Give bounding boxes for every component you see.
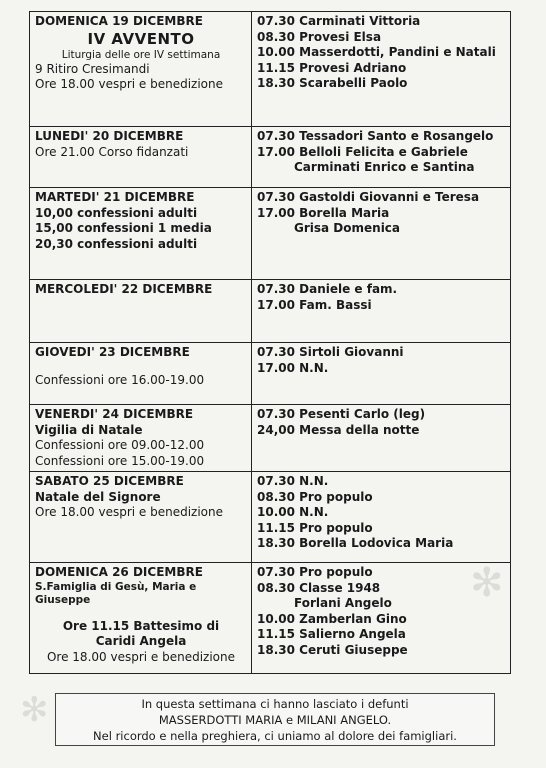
day-cell: [30, 127, 252, 188]
day-line: S.Famiglia di Gesù, Maria e: [35, 580, 197, 593]
day-line: Giuseppe: [35, 593, 91, 606]
schedule-table: [29, 11, 511, 674]
mass-line: Carminati Enrico e Santina: [294, 160, 475, 174]
mass-intentions-cell: [252, 405, 511, 472]
day-line: Ore 21.00 Corso fidanzati: [35, 144, 189, 159]
schedule-row: [30, 188, 511, 280]
mass-intentions-cell: [252, 343, 511, 405]
day-line: Confessioni ore 15.00-19.00: [35, 453, 205, 468]
day-line: GIOVEDI' 23 DICEMBRE: [35, 345, 190, 359]
day-line: 9 Ritiro Cresimandi: [35, 61, 150, 76]
day-line: LUNEDI' 20 DICEMBRE: [35, 129, 184, 143]
mass-line: 08.30 Pro populo: [257, 489, 373, 504]
day-line: Ore 11.15 Battesimo di: [62, 618, 220, 633]
mass-line: 11.15 Provesi Adriano: [257, 60, 407, 75]
mass-line: 17.00 Belloli Felicita e Gabriele: [257, 144, 468, 159]
day-line: 20,30 confessioni adulti: [35, 236, 198, 251]
day-line: Vigilia di Natale: [35, 422, 143, 437]
day-line: MARTEDI' 21 DICEMBRE: [35, 190, 195, 204]
mass-line: 24,00 Messa della notte: [257, 422, 420, 437]
day-line: VENERDI' 24 DICEMBRE: [35, 407, 194, 421]
schedule-row: [30, 127, 511, 188]
mass-intentions-cell: [252, 563, 511, 674]
day-line: Natale del Signore: [35, 489, 161, 504]
day-line: 15,00 confessioni 1 media: [35, 221, 212, 235]
mass-line: 08.30 Provesi Elsa: [257, 29, 382, 44]
schedule-row: [30, 472, 511, 563]
mass-line: Grisa Domenica: [294, 221, 401, 235]
obituary-line-3: Nel ricordo e nella preghiera, ci uniamo al dolore dei famigliari.: [93, 729, 457, 743]
obituary-line-1: In questa settimana ci hanno lasciato i defunti: [141, 697, 409, 711]
bleed-through-mark: ✻: [20, 690, 49, 730]
mass-line: 07.30 Daniele e fam.: [257, 282, 398, 296]
day-line: [35, 361, 247, 373]
mass-line: Forlani Angelo: [294, 596, 392, 610]
day-cell: [30, 188, 252, 280]
day-line: MERCOLEDI' 22 DICEMBRE: [35, 282, 213, 296]
mass-line: 10.00 Zamberlan Gino: [257, 611, 407, 626]
mass-intentions-cell: [252, 127, 511, 188]
mass-intentions-cell: [252, 188, 511, 280]
day-line: Ore 18.00 vespri e benedizione: [35, 77, 224, 91]
day-line: Confessioni ore 16.00-19.00: [35, 372, 205, 387]
bleed-through-mark: ✻: [470, 560, 504, 606]
day-line: Caridi Angela: [95, 634, 187, 648]
mass-line: 07.30 N.N.: [257, 474, 329, 488]
day-line: DOMENICA 26 DICEMBRE: [35, 565, 203, 579]
mass-line: 18.30 Scarabelli Paolo: [257, 76, 408, 90]
day-line: Ore 18.00 vespri e benedizione: [35, 505, 224, 519]
day-line: SABATO 25 DICEMBRE: [35, 474, 184, 488]
obituary-notice: [55, 693, 495, 746]
day-line: Ore 18.00 vespri e benedizione: [46, 649, 235, 664]
mass-line: 11.15 Salierno Angela: [257, 627, 406, 641]
mass-intentions-cell: [252, 12, 511, 127]
schedule-row: [30, 12, 511, 127]
mass-line: 17.00 Fam. Bassi: [257, 297, 372, 312]
schedule-row: [30, 343, 511, 405]
mass-line: 07.30 Pesenti Carlo (leg): [257, 407, 426, 421]
mass-line: 07.30 Gastoldi Giovanni e Teresa: [257, 190, 480, 204]
schedule-row: [30, 563, 511, 674]
day-cell: [30, 280, 252, 343]
schedule-row: [30, 280, 511, 343]
mass-line: 18.30 Borella Lodovica Maria: [257, 536, 454, 550]
mass-line: 10.00 Masserdotti, Pandini e Natali: [257, 45, 496, 59]
day-cell: [30, 12, 252, 127]
mass-line: 17.00 N.N.: [257, 360, 329, 375]
mass-intentions-cell: [252, 472, 511, 563]
day-line: Confessioni ore 09.00-12.00: [35, 438, 205, 452]
day-line: 10,00 confessioni adulti: [35, 205, 198, 220]
schedule-row: [30, 405, 511, 472]
day-line: [35, 607, 247, 619]
mass-line: 18.30 Ceruti Giuseppe: [257, 642, 408, 657]
mass-line: 11.15 Pro populo: [257, 520, 373, 535]
mass-line: 07.30 Pro populo: [257, 565, 373, 579]
day-cell: [30, 405, 252, 472]
day-line: IV AVVENTO: [87, 29, 195, 48]
day-cell: [30, 343, 252, 405]
mass-line: 07.30 Carminati Vittoria: [257, 14, 421, 28]
day-cell: [30, 472, 252, 563]
day-line: DOMENICA 19 DICEMBRE: [35, 14, 203, 28]
mass-line: 07.30 Sirtoli Giovanni: [257, 345, 404, 359]
mass-line: 08.30 Classe 1948: [257, 580, 381, 595]
mass-line: 07.30 Tessadori Santo e Rosangelo: [257, 129, 494, 143]
obituary-line-2: MASSERDOTTI MARIA e MILANI ANGELO.: [158, 713, 392, 727]
mass-line: 10.00 N.N.: [257, 505, 329, 519]
mass-intentions-cell: [252, 280, 511, 343]
day-cell: [30, 563, 252, 674]
mass-line: 17.00 Borella Maria: [257, 205, 390, 220]
day-line: Liturgia delle ore IV settimana: [61, 48, 221, 61]
